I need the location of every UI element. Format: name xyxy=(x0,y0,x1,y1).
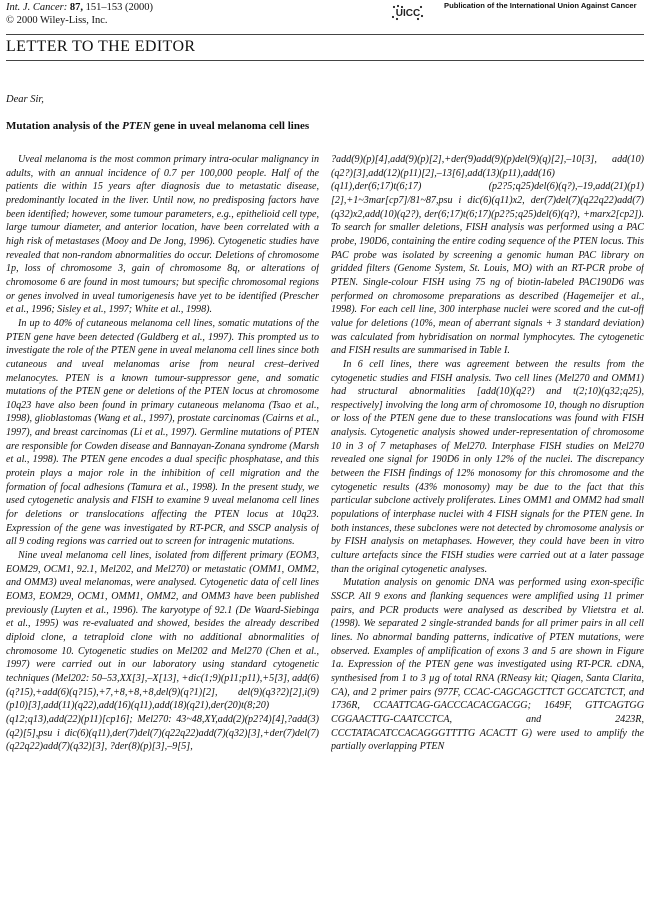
article-title xyxy=(6,120,309,132)
paragraph: Mutation analysis on genomic DNA was performed using exon-specific SSCP. All 9 exons and flanking sequences were amplified using 11 primer pairs, and PCR products were analysed as described by Vlietstra et al. (1998). We separated 2 single-stranded bands for all primer pairs in all cell lines. No abnormal banding patterns, indicative of PTEN mutations, were observed. Examples of amplification of exons 3 and 5 are shown in Figure 1a. Expression of the PTEN gene was investigated using RT-PCR. cDNA, synthesised from 1 to 3 µg of total RNA (RNeasy kit; Qiagen, Santa Clarita, CA), and 2 primer pairs (977F, CCAC-CAGCAGCTTCT GCCATCTCT, and 1736R, CCAATTCAG-GACCCACACGACGG; 1649F, GTTCAGTGG CGGAACTTG-CAATCCTCA, and 2423R, CCCTATACATCCACAGGGTTTTG ACACTT G) were used to amplify the partially overlapping PTEN xyxy=(331,577,644,753)
article-title-part2: gene in uveal melanoma cell lines xyxy=(150,120,310,132)
svg-text:UICC: UICC xyxy=(395,8,421,19)
copyright-line: © 2000 Wiley-Liss, Inc. xyxy=(6,15,108,26)
left-column xyxy=(6,153,319,913)
journal-pages-year: 151–153 (2000) xyxy=(85,2,153,13)
paragraph: In 6 cell lines, there was agreement between the results from the cytogenetic studies and FISH analysis. Two cell lines (Mel270 and OMM1) had structural abnormalities [add(10)(q2?) and t(2;10)(q32;q25), respectively] involving the long arm of chromosome 10, though no disruption or loss of the PTEN gene due to these translocations was found with FISH analysis. Cytogenetic analysis showed under-representation of chromosome 10 in 3 of 7 metaphases of Mel270. Interphase FISH studies on Mel270 revealed one signal for 190D6 in only 12% of the nuclei. The discrepancy between the FISH findings of 12% monosomy for this chromosome and the cytogenetic results (43% monosomy) may be due to the fact that this particular subclone actively proliferates. Lines OMM1 and OMM2 had small populations of interphase nuclei with 4 FISH signals for the PTEN gene. In both instances, these subclones were not detected by chromosome analysis or by FISH analysis on metaphases. However, they could have been in vitro culture artefacts since the FISH studies were carried out at a later passage than the original cytogenetic analyses. xyxy=(331,358,644,575)
header-rule xyxy=(6,34,644,35)
right-column xyxy=(331,153,644,913)
paragraph: In up to 40% of cutaneous melanoma cell lines, somatic mutations of the PTEN gene have been detected (Guldberg et al., 1997). This prompted us to investigate the role of the PTEN gene in uveal melanoma cell lines since both cutaneous and uveal melanomas arise from neural crest–derived melanocytes. PTEN is a known tumour-suppressor gene, and somatic mutations of the PTEN gene or deletions of the PTEN locus at chromosome 10q23 have also been found in primary cutaneous melanoma (Tsao et al., 1998), glioblastomas (Wang et al., 1997), prostate carcinomas (Cairns et al., 1997), and breast carcinomas (Li et al., 1997). Germline mutations of PTEN are responsible for Cowden disease and Bannayan-Zonana syndrome (Marsh et al., 1998). The PTEN gene encodes a dual specific phosphatase, and this protein plays a major role in the inhibition of cell migration and the formation of focal adhesions (Tamura et al., 1998). In the present study, we used cytogenetic analysis and FISH to examine 9 uveal melanoma cell lines for deletions or translocations affecting the PTEN locus at 10q23. Expression of the gene was investigated by RT-PCR, and SSCP analysis of all 9 coding regions was carried out to screen for intragenic mutations. xyxy=(6,317,319,548)
journal-volume: 87, xyxy=(69,2,83,13)
section-title: LETTER TO THE EDITOR xyxy=(6,38,196,55)
article-title-gene: PTEN xyxy=(122,120,151,132)
journal-name: Int. J. Cancer: xyxy=(6,2,68,13)
salutation: Dear Sir, xyxy=(6,94,44,105)
publisher-note: Publication of the International Union Against Cancer xyxy=(444,1,637,10)
uicc-logo-mark xyxy=(388,2,428,22)
journal-citation xyxy=(6,1,153,27)
uicc-logo xyxy=(388,2,428,22)
paragraph: Nine uveal melanoma cell lines, isolated from different primary (EOM3, EOM29, OCM1, 92.1, Mel202, and Mel270) or metastatic (OMM1, OMM2, and OMM3) uveal melanomas, were analysed. Cytogenetic data of cell lines EOM3, EOM29, OCM1, OMM1, OMM2, and OMM3 have been published previously (Luyten et al., 1996). The karyotype of 92.1 (De Waard-Siebinga et al., 1995) was re-evaluated and showed, besides the already described diploid clone, a tetraploid clone with no additional abnormalities of chromosome 10. Cytogenetic studies on Mel202 and Mel270 (Chen et al., 1997) were carried out in our laboratory using standard cytogenetic techniques (Mel202: 50–53,XX[3],–X[13], +dic(1;9)(p11;p11),+5[3], add(6)(q?15),+add(6)(q?15),+7,+8,+8,+8,del(9)(q?1)[2], del(9)(q3?2)[2],i(9)(p10)[3],add(11)(q22),add(16)(q11),add(18)(q21),der(20)t(8;20) (q12;q13),add(22)(p11)[cp16]; Mel270: 43~48,XY,add(2)(p2?4)[4],?add(3)(q2)[5],psu i dic(6)(q11),der(7)del(7)(q22q22)add(7)(q32)[3],+der(7)del(7)(q22q22)add(7)(q32)[3], ?der(8)(p)[3],–9[5], xyxy=(6,550,319,753)
article-title-part1: Mutation analysis of the xyxy=(6,120,123,132)
section-rule xyxy=(6,60,644,61)
paragraph: ?add(9)(p)[4],add(9)(p)[2],+der(9)add(9)(p)del(9)(q)[2],–10[3], add(10)(q2?)[3],add(12)(p11)[2],–13[6],add(13)(p11),add(16)(q11),der(6;17)t(6;17) (p2?5;q25)del(6)(q?),–19,add(21)(p1)[2],+1~3mar[cp7]/81~87,psu i dic(6)(q11)x2, der(7)del(7)(q22q22)add(7)(q32)x2,add(10)(q2?), der(6;17)t(6;17)(p2?5;q25)del(6)(q?), +marx2[cp2]). To search for smaller deletions, FISH analysis was performed using a PAC probe, 190D6, containing the entire coding sequence of the PTEN locus. This PAC probe was isolated by screening a genomic human PAC library on gridded filters (Genome System, St. Louis, MO) with an RT-PCR probe of PTEN. Single-colour FISH using 75 ng of biotin-labeled PAC190D6 was performed on chromosome preparations as described (Hagemeijer et al., 1998). For each cell line, 300 interphase nuclei were scored and the cut-off value for deletions (10%, mean of aberrant signals + 3 standard deviation) was calculated from hybridisation on normal lymphocytes. The cytogenetic and FISH results are summarised in Table I. xyxy=(331,154,644,357)
paragraph: Uveal melanoma is the most common primary intra-ocular malignancy in adults, with an annual incidence of 0.7 per 100,000 people. Half of the patients die within 15 years after diagnosis due to metastatic disease, predominantly located in the liver. Until now, no predisposing factors have been identified; however, some tumour parameters, e.g., epithelioid cell type, large tumour diameter, and anterior location, have been correlated with a high risk of metastases (Mooy and De Jong, 1996). Cytogenetic studies have revealed that non-random abnormalities do occur. Deletions of chromosome 1p, loss of chromosome 3, gain of chromosome 8q, or alterations of chromosome 6 are found in most tumours; but specific chromosomal regions or genes involved in uveal tumorigenesis have yet to be identified (Prescher et al., 1996; Sisley et al., 1997; White et al., 1998). xyxy=(6,154,319,316)
